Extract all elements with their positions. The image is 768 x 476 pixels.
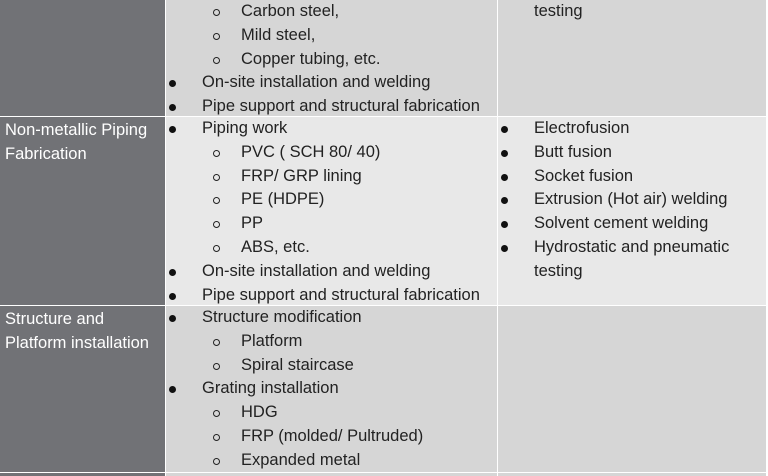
list-item: Spiral staircase [166,354,497,378]
circle-bullet-icon [213,197,220,204]
circle-bullet-icon [213,150,220,157]
bullet-icon [501,221,508,228]
list-item: Extrusion (Hot air) welding [498,188,766,212]
list-item: Structure modification [166,306,497,330]
bullet-icon [501,150,508,157]
bullet-icon [501,245,508,252]
circle-bullet-icon [213,57,220,64]
category-cell [0,117,165,305]
list-item: Copper tubing, etc. [166,48,497,72]
circle-bullet-icon [213,221,220,228]
circle-bullet-icon [213,245,220,252]
list-item: testing [534,2,583,20]
list-item: Hydrostatic and pneumatic [498,236,766,260]
circle-bullet-icon [213,458,220,465]
methods-cell [498,117,766,305]
category-label: Non-metallic Piping Fabrication [5,121,148,163]
list-item: Electrofusion [498,117,766,141]
list-item: Expanded metal [166,449,497,473]
list-item: On-site installation and welding [166,260,497,284]
scope-cell [166,0,497,116]
list-item: Carbon steel, [166,0,497,24]
bullet-icon [501,174,508,181]
list-item: testing [534,261,583,280]
list-item: Mild steel, [166,24,497,48]
table-row [0,306,766,476]
category-label: Structure and Platform installation [5,310,149,352]
circle-bullet-icon [213,33,220,40]
circle-bullet-icon [213,434,220,441]
circle-bullet-icon [213,363,220,370]
list-item: Pipe support and structural fabrication [166,284,497,308]
list-item: FRP (molded/ Pultruded) [166,425,497,449]
bullet-icon [169,315,176,322]
methods-cell [498,0,766,116]
list-item: On-site installation and welding [166,71,497,95]
methods-cell [498,306,766,476]
list-item: Grating installation [166,377,497,401]
list-item: PE (HDPE) [166,188,497,212]
list-item: PP [166,212,497,236]
list-item: FRP/ GRP lining [166,165,497,189]
scope-cell [166,306,497,476]
bullet-icon [501,126,508,133]
list-item: Socket fusion [498,165,766,189]
bullet-icon [169,80,176,87]
list-item: Piping work [166,117,497,141]
circle-bullet-icon [213,9,220,16]
category-cell [0,306,165,476]
list-item: Platform [166,330,497,354]
bullet-icon [169,269,176,276]
list-item: ABS, etc. [166,236,497,260]
list-item: Pipe support and structural fabrication [166,95,497,119]
bullet-icon [501,197,508,204]
bullet-icon [169,386,176,393]
category-cell [0,0,165,116]
list-item: Solvent cement welding [498,212,766,236]
circle-bullet-icon [213,410,220,417]
scope-cell [166,117,497,305]
circle-bullet-icon [213,174,220,181]
bullet-icon [169,293,176,300]
list-item: Butt fusion [498,141,766,165]
row-divider [0,472,768,473]
table-row [0,117,766,305]
bullet-icon [169,104,176,111]
bullet-icon [169,126,176,133]
list-item: HDG [166,401,497,425]
circle-bullet-icon [213,339,220,346]
list-item: PVC ( SCH 80/ 40) [166,141,497,165]
table-row [0,0,766,116]
